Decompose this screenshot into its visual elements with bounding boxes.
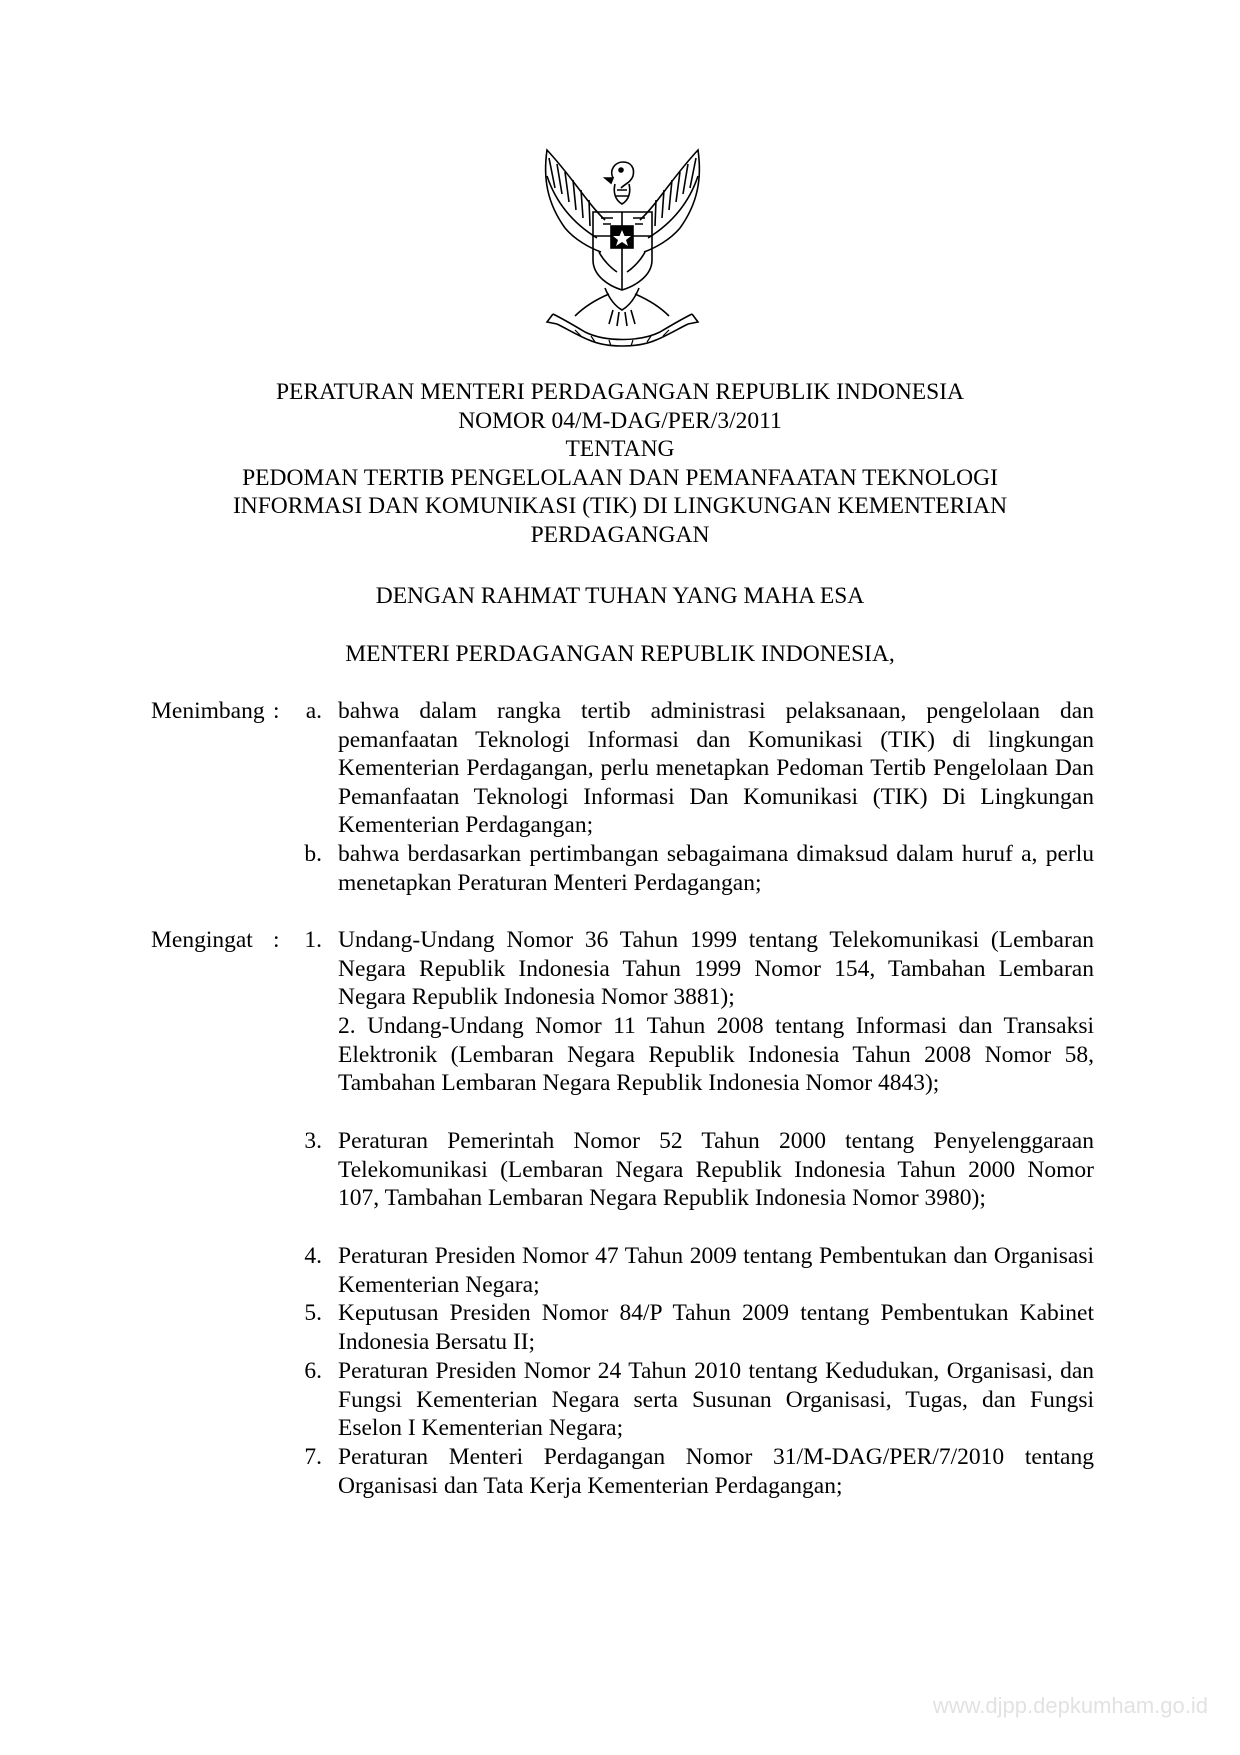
mengingat-marker-4: 4. <box>304 1243 322 1269</box>
regulation-subject-line-1: PEDOMAN TERTIB PENGELOLAAN DAN PEMANFAATAN TEKNOLOGI <box>242 464 998 491</box>
mengingat-item-1: Undang-Undang Nomor 36 Tahun 1999 tentang Telekomunikasi (Lembaran Negara Republik Indonesia Tahun 1999 Nomor 154, Tambahan Lembaran Negara Republik Indonesia Nomor 3881); <box>338 927 1094 1010</box>
mengingat-marker-7: 7. <box>304 1444 322 1470</box>
mengingat-item-3: Peraturan Pemerintah Nomor 52 Tahun 2000 tentang Penyelenggaraan Telekomunikasi (Lembaran Negara Republik Indonesia Tahun 2000 Nomor 107, Tambahan Lembaran Negara Republik Indonesia Nomor 3980); <box>338 1128 1094 1211</box>
opening-phrase: DENGAN RAHMAT TUHAN YANG MAHA ESA <box>375 583 865 609</box>
mengingat-item-6: Peraturan Presiden Nomor 24 Tahun 2010 tentang Kedudukan, Organisasi, dan Fungsi Kementerian Negara serta Susunan Organisasi, Tugas, dan Fungsi Eselon I Kementerian Negara; <box>338 1358 1094 1441</box>
regulation-title-block <box>150 378 1090 549</box>
mengingat-item-2: 2. Undang-Undang Nomor 11 Tahun 2008 tentang Informasi dan Transaksi Elektronik (Lembaran Negara Republik Indonesia Tahun 2008 Nomor 58, Tambahan Lembaran Negara Republik Indonesia Nomor 4843); <box>338 1013 1094 1096</box>
regulation-number: NOMOR 04/M-DAG/PER/3/2011 <box>458 407 782 434</box>
menimbang-colon: : <box>273 698 280 724</box>
garuda-emblem-icon <box>535 148 710 353</box>
menimbang-label: Menimbang <box>151 698 265 724</box>
regulation-about: TENTANG <box>565 436 675 462</box>
regulation-subject-line-3: PERDAGANGAN <box>530 521 710 548</box>
source-watermark: www.djpp.depkumham.go.id <box>932 1693 1208 1718</box>
mengingat-colon: : <box>273 927 280 953</box>
menimbang-marker-b: b. <box>304 841 322 867</box>
menimbang-item-b: bahwa berdasarkan pertimbangan sebagaimana dimaksud dalam huruf a, perlu menetapkan Peraturan Menteri Perdagangan; <box>338 841 1094 896</box>
minister-title: MENTERI PERDAGANGAN REPUBLIK INDONESIA, <box>345 641 895 667</box>
mengingat-marker-5: 5. <box>304 1300 322 1326</box>
mengingat-item-7: Peraturan Menteri Perdagangan Nomor 31/M-DAG/PER/7/2010 tentang Organisasi dan Tata Kerja Kementerian Perdagangan; <box>338 1444 1094 1499</box>
menimbang-marker-a: a. <box>305 698 322 724</box>
mengingat-item-4: Peraturan Presiden Nomor 47 Tahun 2009 tentang Pembentukan dan Organisasi Kementerian Negara; <box>338 1243 1094 1298</box>
mengingat-marker-3: 3. <box>304 1128 322 1154</box>
mengingat-label: Mengingat <box>151 927 253 953</box>
mengingat-marker-6: 6. <box>304 1358 322 1384</box>
regulation-title: PERATURAN MENTERI PERDAGANGAN REPUBLIK INDONESIA <box>275 379 965 405</box>
mengingat-item-5: Keputusan Presiden Nomor 84/P Tahun 2009 tentang Pembentukan Kabinet Indonesia Bersatu II; <box>338 1300 1094 1355</box>
menimbang-item-a: bahwa dalam rangka tertib administrasi pelaksanaan, pengelolaan dan pemanfaatan Teknologi Informasi dan Komunikasi (TIK) di lingkungan Kementerian Perdagangan, perlu menetapkan Pedoman Tertib Pengelolaan Dan Pemanfaatan Teknologi Informasi Dan Komunikasi (TIK) Di Lingkungan Kementerian Perdagangan; <box>338 698 1094 838</box>
regulation-subject-line-2: INFORMASI DAN KOMUNIKASI (TIK) DI LINGKUNGAN KEMENTERIAN <box>232 493 1008 519</box>
mengingat-marker-1: 1. <box>304 927 322 953</box>
